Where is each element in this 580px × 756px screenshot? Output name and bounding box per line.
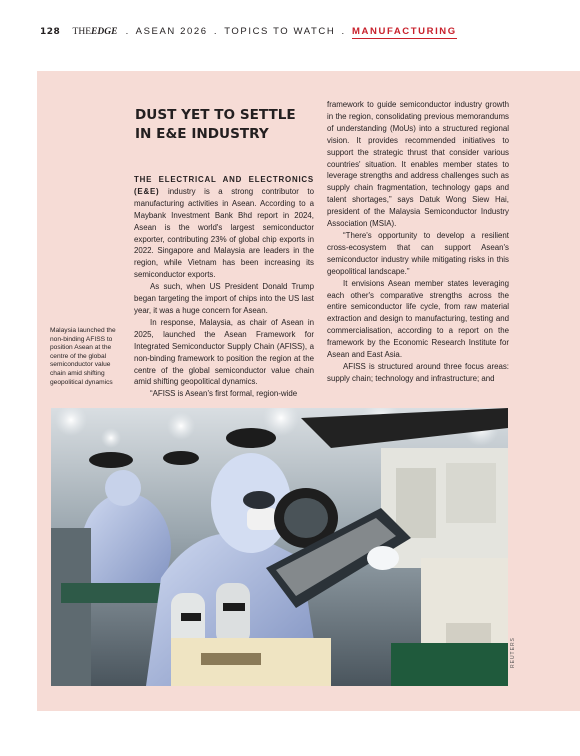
breadcrumb-asean: ASEAN 2026 (135, 26, 208, 37)
paragraph: “There's opportunity to develop a resilient cross-ecosystem that can support Asean's semiconductor industry while mitigating risks in this geopolitical landscape.” (327, 230, 509, 276)
paragraph: THE ELECTRICAL AND ELECTRONICS (E&E) industry is a strong contributor to manufacturing activities in Asean. According to a Maybank Investment Bank Bhd report in 2024, Asean is the world's largest semiconductor exporter, contributing 23% of global chip exports in 2022. Singapore and Malaysia are leaders in the region, while Vietnam has been increasing its semiconductor exports. (134, 175, 314, 280)
article-column-1 (134, 174, 314, 400)
publication-logo: THEEDGE (72, 27, 118, 37)
paragraph: It envisions Asean member states leveraging each other's comparative strengths across the entire semiconductor life cycle, from raw material extraction and design to manufacturing, testing and commercialisation, according to a report on the framework by the Economic Research Institute for Asean and East Asia. (327, 278, 509, 360)
article-column-2 (327, 99, 509, 385)
section-label: MANUFACTURING (352, 26, 457, 37)
cleanroom-photo (51, 408, 508, 686)
photo-caption: Malaysia launched the non-binding AFISS to position Asean at the centre of the global semiconductor value chain amid shifting geopolitical dynamics (50, 327, 116, 386)
paragraph: In response, Malaysia, as chair of Asean in 2025, launched the Asean Framework for Integrated Semiconductor Supply Chain (AFISS), a non-binding framework to position the region at the centre of the global semiconductor value chain amid shifting geopolitical dynamics. (134, 317, 314, 387)
photo-credit: REUTERS (510, 637, 516, 668)
article-headline: DUST YET TO SETTLE IN E&E INDUSTRY (135, 107, 296, 142)
paragraph: “AFISS is Asean's first formal, region-wide (150, 389, 298, 399)
page-number: 128 (40, 27, 61, 37)
running-header: 128 THEEDGE . ASEAN 2026 . TOPICS TO WATCH . MANUFACTURING (40, 26, 457, 37)
breadcrumb-topics: TOPICS TO WATCH (224, 26, 336, 37)
paragraph: As such, when US President Donald Trump began targeting the import of chips into the US last year, it was a huge concern for Asean. (134, 282, 314, 315)
paragraph: framework to guide semiconductor industry growth in the region, consolidating previous memorandums of understanding (MoUs) into a structured regional vision. It provides recommended initiatives to support the strategic thrust that consider various countries' situation. It enables member states to leverage strengths and address challenges such as supply chain fragmentation, technology gaps and talent shortages,” says Datuk Wong Siew Hai, president of the Malaysia Semiconductor Industry Association (MSIA). (327, 100, 509, 229)
paragraph: AFISS is structured around three focus areas: supply chain; technology and infrastructure; and (327, 361, 509, 383)
